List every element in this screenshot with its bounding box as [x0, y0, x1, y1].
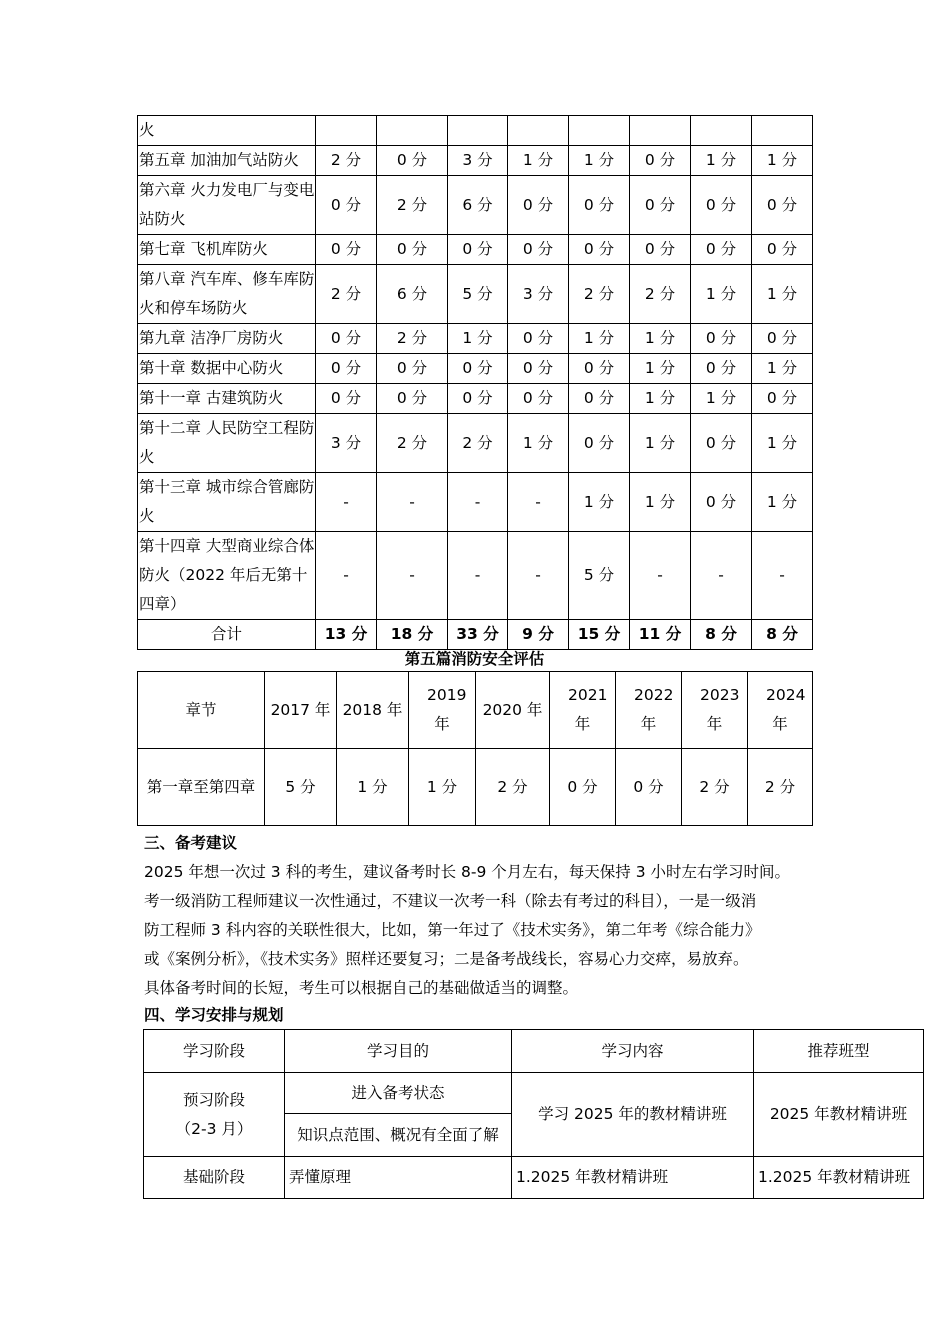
score-cell: 0 分 [316, 324, 377, 354]
score-cell: 2 分 [377, 176, 448, 235]
score-cell: - [752, 532, 813, 620]
preview-row [144, 1073, 924, 1114]
chapter-name: 第十三章 城市综合管廊防火 [138, 473, 316, 532]
score-cell: 2 分 [377, 324, 448, 354]
header-goal: 学习目的 [285, 1030, 512, 1073]
chapter-name: 第五章 加油加气站防火 [138, 146, 316, 176]
advice-heading: 三、备考建议 [144, 834, 238, 852]
chapter-name: 第九章 洁净厂房防火 [138, 324, 316, 354]
score-cell: 2 分 [377, 414, 448, 473]
score-cell: 0 分 [377, 384, 448, 414]
score-cell: 2 分 [569, 265, 630, 324]
score-cell: 0 分 [691, 176, 752, 235]
chapter-row [138, 235, 813, 265]
score-cell: - [448, 532, 508, 620]
score-cell: 0 分 [448, 235, 508, 265]
score-cell: 2 分 [630, 265, 691, 324]
score-cell: - [508, 473, 569, 532]
score-cell: 1 分 [630, 414, 691, 473]
chapter-name: 第八章 汽车库、修车库防火和停车场防火 [138, 265, 316, 324]
study-plan-table [143, 1029, 924, 1199]
section5-score-row [138, 749, 813, 826]
score-cell: 3 分 [316, 414, 377, 473]
header-year: 2018 年 [337, 672, 409, 749]
header-year: 2022 年 [616, 672, 682, 749]
preview-content: 学习 2025 年的教材精讲班 [512, 1073, 754, 1157]
total-label: 合计 [138, 620, 316, 650]
score-cell: 1 分 [752, 354, 813, 384]
advice-line: 2025 年想一次过 3 科的考生，建议备考时长 8-9 个月左右，每天保持 3 小时左右学习时间。 [144, 863, 790, 881]
chapter-name: 第十一章 古建筑防火 [138, 384, 316, 414]
chapter-row [138, 265, 813, 324]
score-cell: - [448, 473, 508, 532]
score-cell: 0 分 [691, 354, 752, 384]
score-cell: - [316, 532, 377, 620]
score-cell: 1 分 [508, 414, 569, 473]
chapter-name: 第七章 飞机库防火 [138, 235, 316, 265]
score-cell: 0 分 [508, 354, 569, 384]
score-cell: 1 分 [569, 324, 630, 354]
score-cell: 1 分 [752, 146, 813, 176]
score-cell: 1 分 [752, 473, 813, 532]
preview-stage-name: 预习阶段 [182, 1090, 245, 1109]
header-year: 2020 年 [476, 672, 550, 749]
score-cell [691, 116, 752, 146]
score-cell: 1 分 [569, 146, 630, 176]
total-score: 13 分 [316, 620, 377, 650]
chapter-name: 第十章 数据中心防火 [138, 354, 316, 384]
score-cell: 0 分 [377, 146, 448, 176]
score-cell: 1 分 [630, 384, 691, 414]
chapter-row [138, 324, 813, 354]
score-cell: 2 分 [316, 146, 377, 176]
total-score: 15 分 [569, 620, 630, 650]
score-cell: 2 分 [448, 414, 508, 473]
score-cell: 0 分 [691, 235, 752, 265]
total-score: 8 分 [752, 620, 813, 650]
score-cell: - [377, 532, 448, 620]
score-cell: 3 分 [508, 265, 569, 324]
score-cell: 1 分 [569, 473, 630, 532]
header-chapter: 章节 [138, 672, 265, 749]
preview-stage-period: （2-3 月） [175, 1119, 253, 1138]
chapter-score-table [137, 115, 813, 650]
score-cell: 0 分 [316, 176, 377, 235]
score-cell: 0 分 [569, 384, 630, 414]
score-cell: 0 分 [508, 324, 569, 354]
basic-stage: 基础阶段 [144, 1157, 285, 1199]
total-row [138, 620, 813, 650]
score-cell: - [508, 532, 569, 620]
chapter-name: 第十二章 人民防空工程防火 [138, 414, 316, 473]
score-cell: - [691, 532, 752, 620]
preview-stage [144, 1073, 285, 1157]
score-cell: 0 分 [316, 354, 377, 384]
chapter-row [138, 384, 813, 414]
header-content: 学习内容 [512, 1030, 754, 1073]
score-cell: 0 分 [377, 354, 448, 384]
score-cell: 5 分 [265, 749, 337, 826]
header-stage: 学习阶段 [144, 1030, 285, 1073]
advice-line: 防工程师 3 科内容的关联性很大，比如，第一年过了《技术实务》，第二年考《综合能力》 [144, 921, 761, 939]
score-cell [569, 116, 630, 146]
plan-heading: 四、学习安排与规划 [144, 1006, 284, 1024]
score-cell: 0 分 [508, 176, 569, 235]
score-cell: 2 分 [476, 749, 550, 826]
score-cell: 0 分 [752, 384, 813, 414]
score-cell: 1 分 [630, 354, 691, 384]
row-chapter: 第一章至第四章 [138, 749, 265, 826]
score-cell [630, 116, 691, 146]
advice-line: 或《案例分析》，《技术实务》照样还要复习；二是备考战线长，容易心力交瘁，易放弃。 [144, 950, 749, 968]
score-cell: 0 分 [752, 324, 813, 354]
score-cell: 0 分 [508, 384, 569, 414]
chapter-row [138, 532, 813, 620]
preview-class: 2025 年教材精讲班 [754, 1073, 924, 1157]
header-class: 推荐班型 [754, 1030, 924, 1073]
basic-goal: 弄懂原理 [285, 1157, 512, 1199]
preview-goal: 知识点范围、概况有全面了解 [285, 1114, 512, 1157]
score-cell: 0 分 [316, 384, 377, 414]
score-cell: 1 分 [691, 384, 752, 414]
header-year: 2024 年 [748, 672, 813, 749]
score-cell: 0 分 [630, 235, 691, 265]
basic-content: 1.2025 年教材精讲班 [512, 1157, 754, 1199]
score-cell: 0 分 [616, 749, 682, 826]
score-cell: 0 分 [691, 473, 752, 532]
score-cell: 0 分 [630, 176, 691, 235]
section5-title: 第五篇消防安全评估 [404, 650, 545, 668]
preview-goal: 进入备考状态 [285, 1073, 512, 1114]
advice-paragraph [144, 858, 824, 1003]
score-cell: 3 分 [448, 146, 508, 176]
total-score: 18 分 [377, 620, 448, 650]
total-score: 9 分 [508, 620, 569, 650]
score-cell: 1 分 [508, 146, 569, 176]
score-cell: 5 分 [569, 532, 630, 620]
score-cell: - [630, 532, 691, 620]
chapter-row [138, 473, 813, 532]
score-cell: 0 分 [448, 354, 508, 384]
score-cell [316, 116, 377, 146]
header-year: 2021 年 [550, 672, 616, 749]
score-cell: 1 分 [337, 749, 409, 826]
score-cell: 2 分 [682, 749, 748, 826]
score-cell: 0 分 [569, 354, 630, 384]
basic-row [144, 1157, 924, 1199]
score-cell: 0 分 [569, 176, 630, 235]
score-cell: 0 分 [569, 235, 630, 265]
score-cell: 1 分 [691, 146, 752, 176]
score-cell: 1 分 [752, 414, 813, 473]
score-cell: 1 分 [630, 473, 691, 532]
score-cell: 0 分 [569, 414, 630, 473]
score-cell: 0 分 [691, 414, 752, 473]
score-cell: 0 分 [752, 235, 813, 265]
header-year: 2019 年 [409, 672, 476, 749]
score-cell: 0 分 [448, 384, 508, 414]
score-cell: 0 分 [691, 324, 752, 354]
advice-line: 具体备考时间的长短，考生可以根据自己的基础做适当的调整。 [144, 979, 579, 997]
total-score: 33 分 [448, 620, 508, 650]
score-cell: 0 分 [377, 235, 448, 265]
score-cell: 2 分 [316, 265, 377, 324]
score-cell [377, 116, 448, 146]
chapter-name: 火 [138, 116, 316, 146]
score-cell: 1 分 [630, 324, 691, 354]
score-cell: 1 分 [752, 265, 813, 324]
score-cell [508, 116, 569, 146]
chapter-row [138, 414, 813, 473]
chapter-name: 第十四章 大型商业综合体防火（2022 年后无第十四章） [138, 532, 316, 620]
chapter-row [138, 176, 813, 235]
score-cell [752, 116, 813, 146]
score-cell: - [377, 473, 448, 532]
score-cell: 2 分 [748, 749, 813, 826]
total-score: 11 分 [630, 620, 691, 650]
chapter-row [138, 354, 813, 384]
chapter-name: 第六章 火力发电厂与变电站防火 [138, 176, 316, 235]
advice-line: 考一级消防工程师建议一次性通过，不建议一次考一科（除去有考过的科目），一是一级消 [144, 892, 757, 910]
score-cell: - [316, 473, 377, 532]
section5-header-row [138, 672, 813, 749]
score-cell: 0 分 [508, 235, 569, 265]
header-year: 2023 年 [682, 672, 748, 749]
score-cell: 6 分 [377, 265, 448, 324]
score-cell: 1 分 [691, 265, 752, 324]
score-cell: 0 分 [316, 235, 377, 265]
score-cell: 0 分 [630, 146, 691, 176]
chapter-row [138, 146, 813, 176]
score-cell [448, 116, 508, 146]
score-cell: 6 分 [448, 176, 508, 235]
header-year: 2017 年 [265, 672, 337, 749]
plan-header-row [144, 1030, 924, 1073]
score-cell: 0 分 [752, 176, 813, 235]
basic-class: 1.2025 年教材精讲班 [754, 1157, 924, 1199]
score-cell: 0 分 [550, 749, 616, 826]
section5-table [137, 671, 813, 826]
score-cell: 1 分 [409, 749, 476, 826]
score-cell: 1 分 [448, 324, 508, 354]
total-score: 8 分 [691, 620, 752, 650]
chapter-row [138, 116, 813, 146]
score-cell: 5 分 [448, 265, 508, 324]
